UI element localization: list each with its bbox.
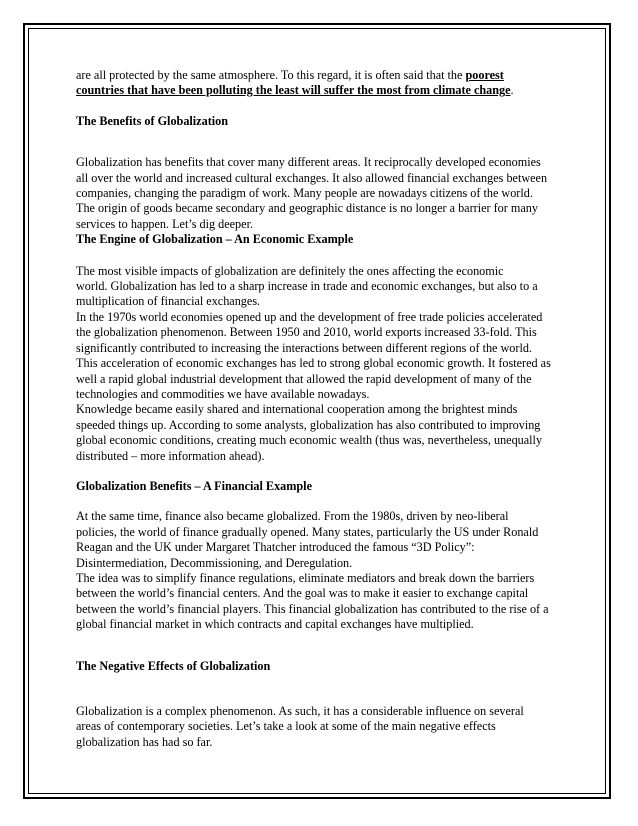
engine-line: world. Globalization has led to a sharp increase in trade and economic exchanges, but also to a bbox=[76, 279, 538, 294]
engine-line: technologies and commodities we have available nowadays. bbox=[76, 386, 370, 401]
financial-line: global financial market in which contracts and capital exchanges have multiplied. bbox=[76, 617, 474, 632]
financial-paragraph-2 bbox=[76, 571, 576, 633]
heading-benefits: The Benefits of Globalization bbox=[76, 113, 229, 128]
engine-line: significantly contributed to increasing the interactions between different regions of the world. bbox=[76, 340, 532, 355]
benefits-line: Globalization has benefits that cover many different areas. It reciprocally developed economies bbox=[76, 155, 541, 170]
financial-line: The idea was to simplify finance regulations, eliminate mediators and break down the barriers bbox=[76, 570, 535, 585]
heading-financial: Globalization Benefits – A Financial Example bbox=[76, 478, 312, 493]
negative-line: areas of contemporary societies. Let’s take a look at some of the main negative effects bbox=[76, 719, 496, 734]
engine-line: The most visible impacts of globalization are definitely the ones affecting the economic bbox=[76, 263, 504, 278]
negative-paragraph bbox=[76, 704, 576, 750]
financial-paragraph-1 bbox=[76, 509, 576, 571]
heading-negative: The Negative Effects of Globalization bbox=[76, 658, 271, 673]
engine-line: global economic conditions, creating much economic wealth (thus was, nevertheless, unequally bbox=[76, 433, 543, 448]
engine-line: well a rapid global industrial development that allowed the rapid development of many of the bbox=[76, 371, 532, 386]
financial-line: policies, the world of finance gradually opened. Many states, particularly the US under Ronald bbox=[76, 524, 539, 539]
engine-line: In the 1970s world economies opened up and the development of free trade policies accelerated bbox=[76, 309, 543, 324]
benefits-paragraph bbox=[76, 155, 576, 232]
engine-line: This acceleration of economic exchanges has led to strong global economic growth. It fostered as bbox=[76, 356, 551, 371]
benefits-line: companies, changing the paradigm of work. Many people are nowadays citizens of the world. bbox=[76, 186, 533, 201]
financial-line: Disintermediation, Decommissioning, and Deregulation. bbox=[76, 555, 353, 570]
engine-line: Knowledge became easily shared and international cooperation among the brightest minds bbox=[76, 402, 518, 417]
engine-line: the globalization phenomenon. Between 1950 and 2010, world exports increased 33-fold. This bbox=[76, 325, 537, 340]
heading-engine: The Engine of Globalization – An Economic Example bbox=[76, 232, 354, 247]
engine-paragraph-3 bbox=[76, 402, 576, 464]
intro-period: . bbox=[510, 83, 514, 98]
negative-line: globalization has had so far. bbox=[76, 734, 213, 749]
engine-paragraph-2 bbox=[76, 310, 576, 402]
benefits-line: services to happen. Let’s dig deeper. bbox=[76, 216, 253, 231]
financial-line: Reagan and the UK under Margaret Thatcher introduced the famous “3D Policy”: bbox=[76, 540, 475, 555]
financial-line: At the same time, finance also became globalized. From the 1980s, driven by neo-liberal bbox=[76, 509, 509, 524]
intro-emphasis-2: countries that have been polluting the least will suffer the most from climate change bbox=[76, 83, 511, 98]
intro-text: are all protected by the same atmosphere. To this regard, it is often said that the bbox=[76, 68, 466, 82]
intro-line-1 bbox=[76, 68, 576, 83]
financial-line: between the world’s financial players. This financial globalization has contributed to the rise of a bbox=[76, 601, 549, 616]
benefits-line: all over the world and increased cultural exchanges. It also allowed financial exchanges between bbox=[76, 170, 548, 185]
financial-line: between the world’s financial centers. And the goal was to make it easier to exchange capital bbox=[76, 586, 529, 601]
engine-line: speeded things up. According to some analysts, globalization has also contributed to improving bbox=[76, 417, 541, 432]
intro-paragraph bbox=[76, 68, 576, 99]
negative-line: Globalization is a complex phenomenon. As such, it has a considerable influence on several bbox=[76, 704, 524, 718]
intro-line-2 bbox=[76, 83, 576, 98]
document-body bbox=[76, 68, 576, 750]
engine-line: multiplication of financial exchanges. bbox=[76, 294, 261, 309]
engine-line: distributed – more information ahead). bbox=[76, 448, 265, 463]
benefits-line: The origin of goods became secondary and geographic distance is no longer a barrier for many bbox=[76, 201, 538, 216]
engine-paragraph-1 bbox=[76, 264, 576, 310]
intro-emphasis-1: poorest bbox=[465, 68, 504, 82]
